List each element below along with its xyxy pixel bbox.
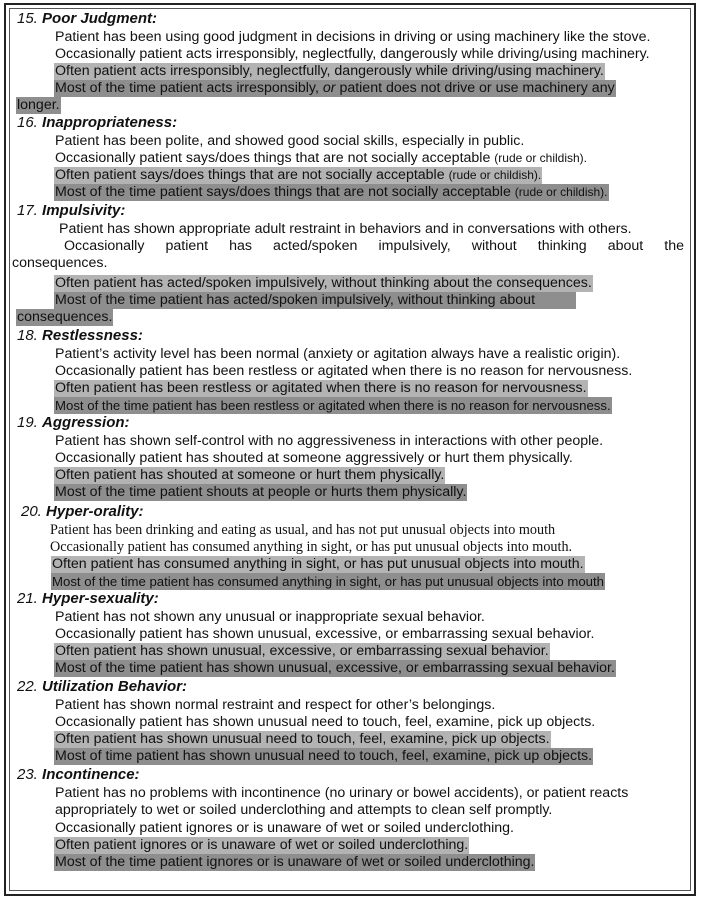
rating-text-emphasis: or [322,80,336,96]
rating-often: Often patient has been restless or agitated when there is no reason for nervousness. [55,380,587,396]
item-title: Poor Judgment: [42,10,158,27]
rating-text: Occasionally patient says/does things that are not socially acceptable [55,150,491,166]
item-number: 17. [17,202,38,219]
rating-note: (rude or childish). [448,168,542,182]
rating-occasionally: Occasionally patient has shouted at someone aggressively or hurt them physically. [55,450,573,466]
item-heading [17,327,143,345]
rating-often: Often patient acts irresponsibly, neglectfully, dangerously while driving/using machinery. [55,63,604,79]
item-title: Incontinence: [42,766,140,783]
item-title: Hyper-orality: [46,503,144,520]
rating-occasionally [54,150,588,167]
item-number: 18. [17,327,38,344]
rating-normal: Patient has been using good judgment in decisions in driving or using machinery like the stove. [55,29,651,45]
rating-most: Most of the time patient shouts at people or hurts them physically. [55,484,467,500]
item-number: 16. [17,114,38,131]
rating-normal: Patient has shown appropriate adult restraint in behaviors and in conversations with others. [59,221,632,237]
item-number: 21. [17,590,38,607]
item-number: 20. [21,503,42,520]
rating-normal: Patient has no problems with incontinence (no urinary or bowel accidents), or patient reacts [55,785,629,801]
rating-text: Most of the time patient says/does things that are not socially acceptable [55,184,511,200]
item-number: 15. [17,10,38,27]
rating-occasionally: Occasionally patient has consumed anything in sight, or has put unusual objects into mouth. [50,539,573,555]
item-heading [17,10,157,28]
item-heading [21,503,144,521]
item-title: Inappropriateness: [42,114,178,131]
rating-most: Most of time patient has shown unusual need to touch, feel, examine, pick up objects. [55,748,593,764]
rating-most: Most of the time patient has shown unusual, excessive, or embarrassing sexual behavior. [55,660,615,676]
rating-normal: Patient has been polite, and showed good social skills, especially in public. [55,133,525,149]
rating-often: Often patient has consumed anything in sight, or has put unusual objects into mouth. [52,556,584,572]
item-heading [17,414,130,432]
rating-text-continued: consequences. [12,255,108,271]
rating-normal: Patient’s activity level has been normal (anxiety or agitation always have a realistic origin). [55,346,621,362]
item-title: Utilization Behavior: [42,678,188,695]
rating-normal-continued: appropriately to wet or soiled underclothing and attempts to clean self promptly. [55,802,553,818]
rating-normal: Patient has shown self-control with no aggressiveness in interactions with other people. [55,433,604,449]
item-number: 23. [17,766,38,783]
rating-normal: Patient has not shown any unusual or inappropriate sexual behavior. [55,609,485,625]
rating-often: Often patient has acted/spoken impulsively, without thinking about the consequences. [55,275,592,291]
rating-occasionally: Occasionally patient acts irresponsibly, neglectfully, dangerously while driving/using machinery. [55,46,650,62]
rating-often: Often patient has shown unusual need to touch, feel, examine, pick up objects. [55,731,550,747]
rating-text: patient does not drive or use machinery any [339,80,615,96]
rating-text: Occasionally patient has acted/spoken impulsively, without thinking about the [64,238,684,254]
item-title: Restlessness: [42,327,143,344]
rating-occasionally: Occasionally patient has been restless or agitated when there is no reason for nervousness. [55,363,633,379]
rating-often [54,167,542,184]
item-number: 22. [17,678,38,695]
rating-often: Often patient has shouted at someone or hurt them physically. [55,467,445,483]
rating-occasionally [12,238,684,272]
rating-most: Most of the time patient has consumed anything in sight, or has put unusual objects into mouth [52,574,605,589]
item-heading [17,766,140,784]
rating-often: Often patient ignores or is unaware of wet or soiled underclothing. [55,837,469,853]
rating-most [54,80,616,97]
rating-normal: Patient has been drinking and eating as usual, and has not put unusual objects into mouth [50,522,556,538]
rating-note: (rude or childish). [514,185,608,199]
item-heading [17,590,159,608]
item-number: 19. [17,414,38,431]
item-heading [17,202,125,220]
rating-most-continued: consequences. [17,309,113,325]
item-heading [17,678,187,696]
rating-normal: Patient has shown normal restraint and respect for other’s belongings. [55,697,496,713]
item-title: Aggression: [42,414,130,431]
rating-most [54,184,609,201]
rating-most-continued: longer. [17,97,60,113]
item-title: Impulsivity: [42,202,126,219]
rating-text: Often patient says/does things that are not socially acceptable [55,167,445,183]
rating-occasionally: Occasionally patient ignores or is unaware of wet or soiled underclothing. [55,820,514,836]
item-title: Hyper-sexuality: [42,590,159,607]
rating-occasionally: Occasionally patient has shown unusual, excessive, or embarrassing sexual behavior. [55,626,595,642]
item-heading [17,114,177,132]
rating-most: Most of the time patient ignores or is unaware of wet or soiled underclothing. [55,854,535,870]
rating-most: Most of the time patient has acted/spoken impulsively, without thinking about [54,292,576,309]
rating-most: Most of the time patient has been restless or agitated when there is no reason for nervousness. [55,398,611,413]
rating-text: Most of the time patient acts irresponsibly, [55,80,319,96]
rating-often: Often patient has shown unusual, excessive, or embarrassing sexual behavior. [55,643,549,659]
rating-occasionally: Occasionally patient has shown unusual need to touch, feel, examine, pick up objects. [55,714,596,730]
rating-note: (rude or childish). [494,151,587,165]
